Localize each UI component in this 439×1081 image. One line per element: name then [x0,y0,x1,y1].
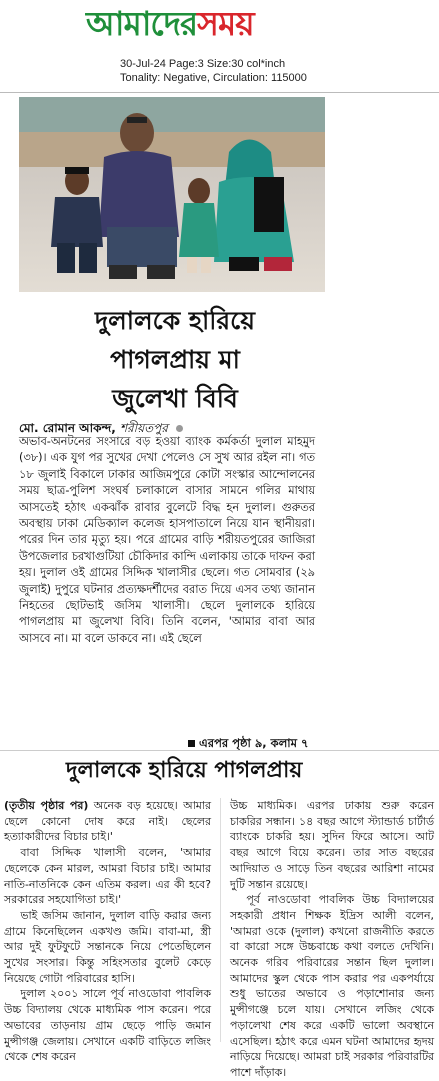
meta-date-page-size: 30-Jul-24 Page:3 Size:30 col*inch [120,58,286,70]
headline [35,301,315,418]
logo-part-green: আমাদের [86,4,198,43]
headline-line-2: পাগলপ্রায় মা [110,345,240,374]
headline-line-1: দুলালকে হারিয়ে [95,306,255,335]
continuation-text: এরপর পৃষ্ঠা ৯, কলাম ৭ [199,736,309,750]
byline-author: মো. রোমান আকন্দ, [19,421,116,435]
byline-place: শরীয়তপুর [119,421,168,435]
article-body-text: অভাব-অনটনের সংসারে বড় হওয়া ব্যাংক কর্মকর্তা দুলাল মাহমুদ (৩৮)। এক যুগ পর সুখের দেখা পেলেও সে সুখ আর রইল না। গত ১৮ জুলাই বিকালে ঢাকার আজিমপুরে কোটা সংস্কার আন্দোলনের সময় ছাত্র-পুলিশ সংঘর্ষ চলাকালে বাসার সামনে গলির মাথায় আসতেই হঠাৎ একঝাঁক রাবার বুলেটে বিদ্ধ হন দুলাল। গুরুতর অবস্থায় ঢাকা মেডিক্যাল কলেজ হাসপাতালে নিয়ে যান স্থানীয়রা। পরের দিন তার মৃত্যু হয়। পরে গ্রামের বাড়ি শরীয়তপুরের জাজিরা উপজেলার চরখাগুটিয়া চৌকিদার কান্দি এলাকায় তাকে দাফন করা হয়। দুলাল ওই গ্রামের সিদ্দিক খালাসীর ছেলে। গত সোমবার (২৯ জুলাই) দুপুরে ঘটনার প্রত্যক্ষদর্শীদের বরাত দিয়ে এসব তথ্য জানান নিহতের ছোটভাই জসিম খালাসী। ছেলে দুলালকে হারিয়ে পাগলপ্রায় মা জুলেখা বিবি। তিনি বলেন, 'আমার বাবা আর আসবে না। মা বলে ডাকবে না। এই ছেলে [19,435,315,645]
clipping-meta [120,57,307,85]
jump-right-para-2: পূর্ব নাওডোবা পাবলিক উচ্চ বিদ্যালয়ের সহকারী প্রধান শিক্ষক ইদ্রিস আলী বলেন, 'আমরা ওকে (দুলাল) কখনো রাজনীতি করতে বা কারো সঙ্গে উচ্চবাচ্চে কথা বলতে দেখিনি। অনেক গরিব পরিবারের সন্তান ছিল দুলাল। আমাদের স্কুল থেকে পাস করার পর একপর্যায়ে শুধু ভাতের অভাবে ও পড়াশোনার জন্য মুন্সীগঞ্জে চলে যায়। সেখানে লজিং থেকে পড়ালেখা শেষ করে একটি ভালো অবস্থানে এসেছিল। হঠাৎ করে এমন ঘটনা আমাদের হৃদয় নাড়িয়ে দিয়েছে। আমরা চাই সরকার পরিবারটির পাশে দাঁড়াক। [230,893,434,1079]
masthead [0,0,439,52]
continued-from-label: (তৃতীয় পৃষ্ঠার পর) [4,799,89,812]
headline-line-3: জুলেখা বিবি [112,384,238,413]
jump-left-para-1-text: অনেক বড় হয়েছে। আমার ছেলে কোনো দোষ করে নাই। ছেলের হত্যাকারীদের বিচার চাই।' [4,799,211,844]
jump-left-para-3: ভাই জসিম জানান, দুলাল বাড়ি করার জন্য গ্রামে কিনেছিলেন একখণ্ড জমি। বাবা-মা, স্ত্রী আর দুই ফুটফুটে সন্তানকে নিয়ে পেতেছিলেন সুখের সংসার। কিন্তু সহিংসতার বুলেট কেড়ে নিয়েছে গোটা পরিবারের হাসি। [4,908,211,985]
family-photo [19,97,325,292]
continuation-note [188,735,309,754]
jump-left-para-2: বাবা সিদ্দিক খালাসী বলেন, 'আমার ছেলেকে কেন মারল, আমরা বিচার চাই। আমার নাতি-নাতনিকে কেন এতিম করল। এর কী হবে? সরকারের সহযোগিতা চাই।' [4,846,211,907]
jump-right-para-1: উচ্চ মাধ্যমিক। এরপর ঢাকায় শুরু করেন চাকরির সন্ধান। ১৪ বছর আগে স্ট্যান্ডার্ড চার্টার্ড ব্যাংকে চাকরি হয়। সুদিন ফিরে আসে। আট বছর আগে বিয়ে করেন। তার সাত বছরের আদিয়াত ও সাড়ে তিন বছরের আরিশা নামের দুটি সন্তান রয়েছে। [230,799,434,891]
column-divider [220,798,221,1042]
logo-part-red: সময় [197,4,254,43]
bullet-icon [176,425,183,432]
square-bullet-icon [188,740,195,747]
jump-column-right [230,798,434,1081]
jump-column-left [4,798,211,1065]
divider [0,92,439,93]
meta-tonality-circulation: Tonality: Negative, Circulation: 115000 [120,72,307,84]
section-divider [0,750,439,751]
jump-left-para-4: দুলাল ২০০১ সালে পূর্ব নাওডোবা পাবলিক উচ্চ বিদ্যালয় থেকে মাধ্যমিক পাস করেন। পরে অভাবের তাড়নায় গ্রাম ছেড়ে পাড়ি জমান মুন্সীগঞ্জ জেলায়। সেখানে একটি বাড়িতে লজিং থেকে শেষ করেন [4,987,211,1064]
jump-left-para-1 [4,798,211,845]
jump-headline: দুলালকে হারিয়ে পাগলপ্রায় [66,758,303,783]
article-body [19,434,315,647]
newspaper-logo [86,2,356,48]
